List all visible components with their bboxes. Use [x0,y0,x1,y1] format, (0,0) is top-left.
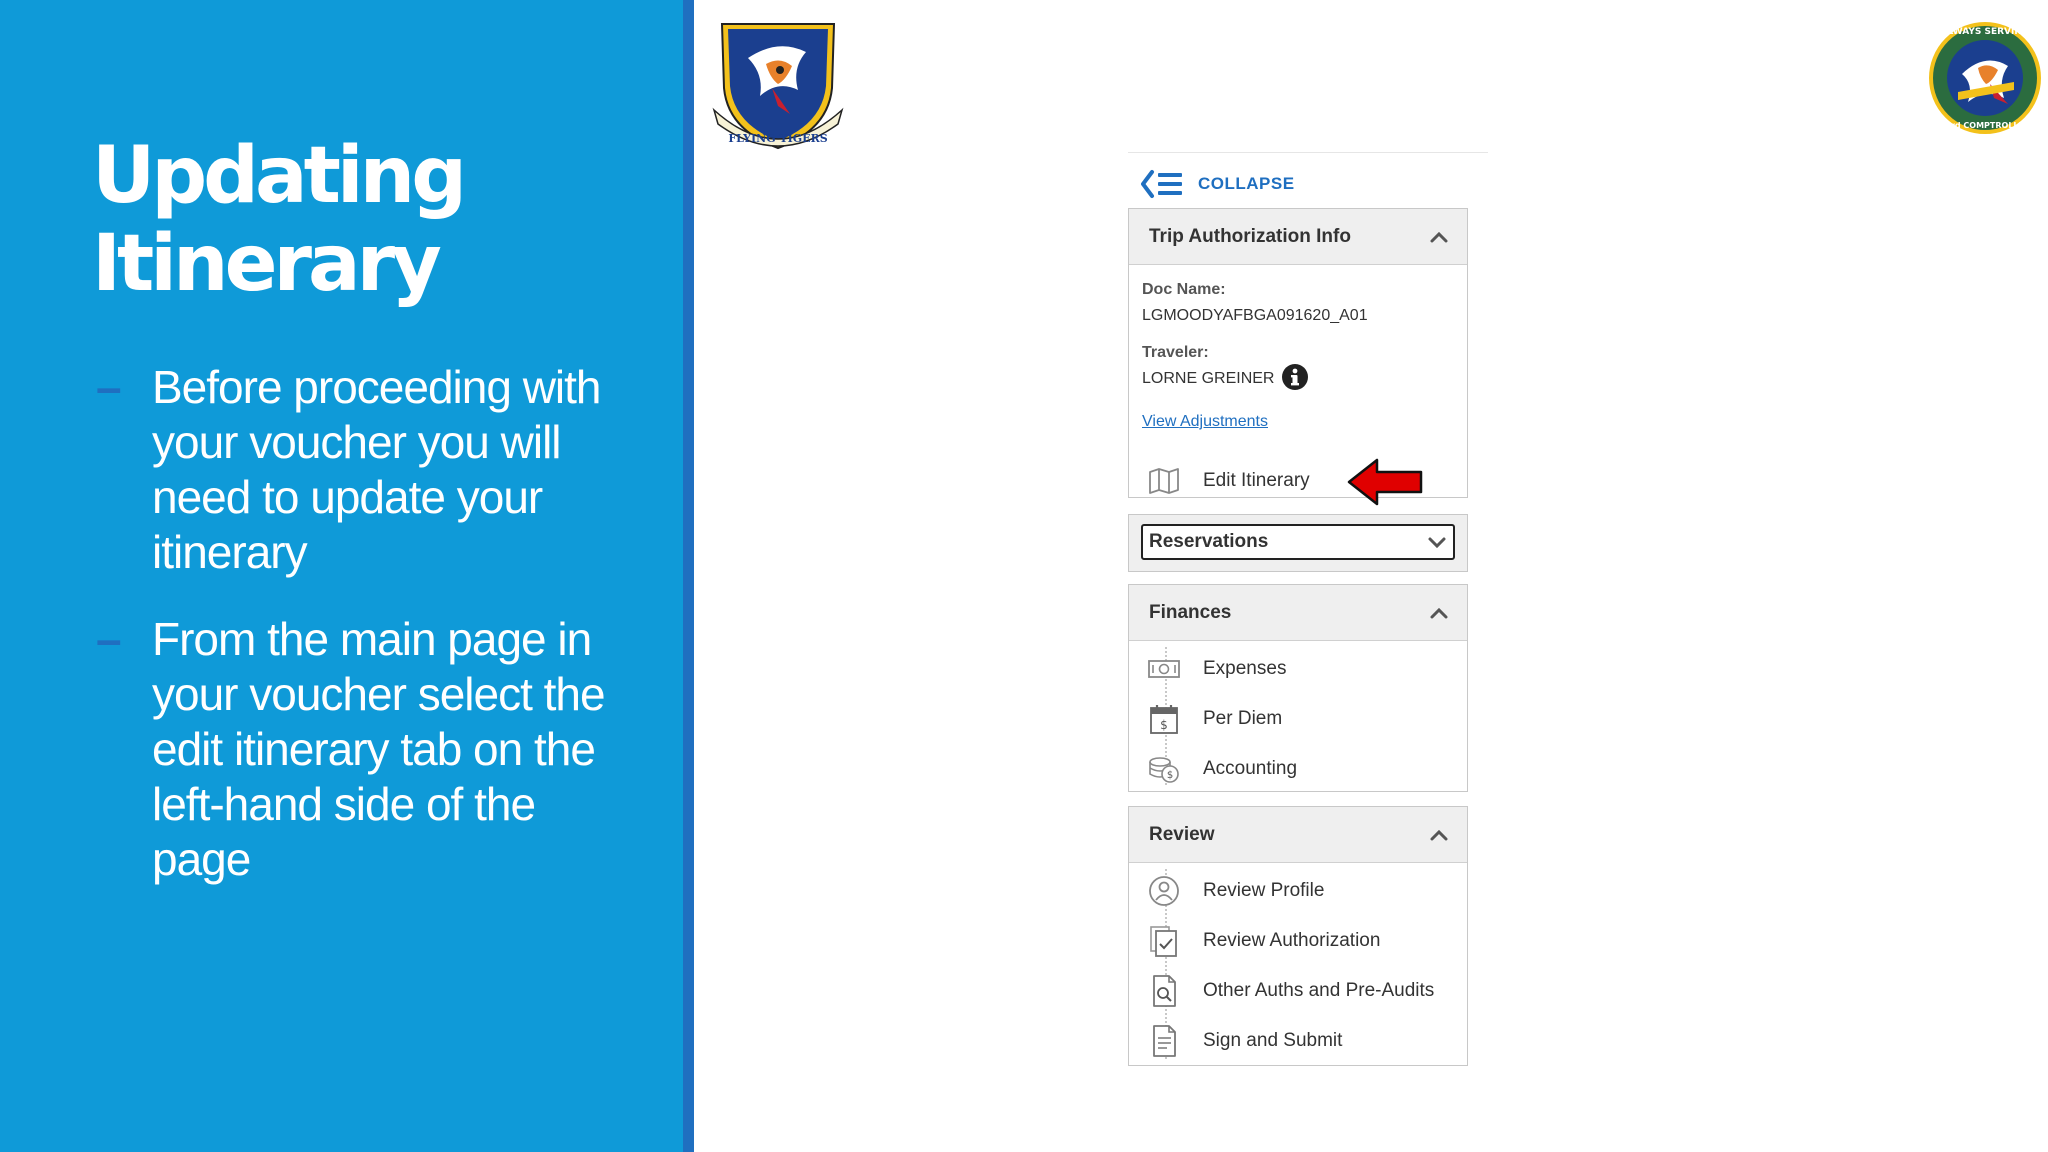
doc-name-value: LGMOODYAFBGA091620_A01 [1142,307,1368,324]
bullet-list [96,360,616,919]
doc-name-label: Doc Name: [1142,281,1226,298]
traveler-value: LORNE GREINER [1142,370,1275,387]
red-arrow-icon [1347,457,1423,507]
collapse-button[interactable] [1140,166,1295,202]
per-diem-label: Per Diem [1203,708,1283,729]
divider [1128,152,1488,153]
voucher-sidebar [1128,152,1488,1072]
section-title: Trip Authorization Info [1149,225,1351,247]
accent-stripe [683,0,694,1152]
accounting-item[interactable] [1147,749,1297,789]
reservations-dropdown[interactable] [1141,524,1455,560]
trip-authorization-section [1128,208,1468,498]
collapse-label: COLLAPSE [1198,174,1295,193]
expenses-item[interactable] [1147,649,1286,689]
expenses-label: Expenses [1203,658,1287,679]
chevron-down-icon [1427,535,1447,549]
sign-and-submit-label: Sign and Submit [1203,1030,1343,1051]
finances-section [1128,584,1468,792]
section-title: Finances [1149,601,1232,623]
document-search-icon [1147,974,1181,1008]
emblem-right-top-text: ALWAYS SERVING [1940,27,2030,37]
view-adjustments-link[interactable]: View Adjustments [1142,413,1268,430]
reservations-section [1128,514,1468,572]
review-header[interactable] [1129,807,1467,863]
user-circle-icon [1147,874,1181,908]
chevron-up-icon [1429,230,1449,244]
calendar-dollar-icon [1147,702,1181,736]
svg-text:$: $ [1160,718,1168,732]
sign-and-submit-item[interactable] [1147,1021,1342,1061]
cash-icon [1147,652,1181,686]
other-auths-item[interactable] [1147,971,1434,1011]
coins-icon [1147,752,1181,786]
edit-itinerary-label: Edit Itinerary [1203,470,1310,491]
review-section [1128,806,1468,1066]
left-blue-panel [0,0,683,1152]
finances-header[interactable] [1129,585,1467,641]
svg-text:$: $ [1166,770,1174,781]
comptroller-emblem [1928,18,2042,142]
emblem-left-text: FLYING TIGERS [728,132,828,145]
review-authorization-label: Review Authorization [1203,930,1381,951]
flying-tigers-emblem [708,18,848,154]
slide-title [92,132,652,308]
bullet-text: Before proceeding with your voucher you will need to update your itinerary [152,361,601,578]
review-profile-label: Review Profile [1203,880,1325,901]
per-diem-item[interactable] [1147,699,1282,739]
trip-authorization-header[interactable] [1129,209,1467,265]
accounting-label: Accounting [1203,758,1298,779]
collapse-menu-icon [1140,169,1186,199]
document-check-icon [1147,924,1181,958]
bullet-text: From the main page in your voucher select the edit itinerary tab on the left-hand side of the page [152,613,605,885]
section-title: Review [1149,823,1215,845]
info-icon[interactable] [1281,363,1309,391]
chevron-up-icon [1429,828,1449,842]
bullet-item [96,612,616,887]
review-authorization-item[interactable] [1147,921,1380,961]
traveler-label: Traveler: [1142,344,1209,361]
slide-title-line-2: Itinerary [92,219,438,309]
reservations-label: Reservations [1149,531,1269,552]
other-auths-label: Other Auths and Pre-Audits [1203,980,1435,1001]
emblem-right-bottom-text: 23rd COMPTROLLER [1939,121,2031,130]
map-icon [1147,464,1181,498]
review-profile-item[interactable] [1147,871,1324,911]
bullet-dash: – [96,613,121,665]
bullet-dash: – [96,361,121,413]
slide-title-line-1: Updating [92,131,464,221]
edit-itinerary-item[interactable] [1147,461,1310,501]
bullet-item [96,360,616,580]
chevron-up-icon [1429,606,1449,620]
document-lines-icon [1147,1024,1181,1058]
